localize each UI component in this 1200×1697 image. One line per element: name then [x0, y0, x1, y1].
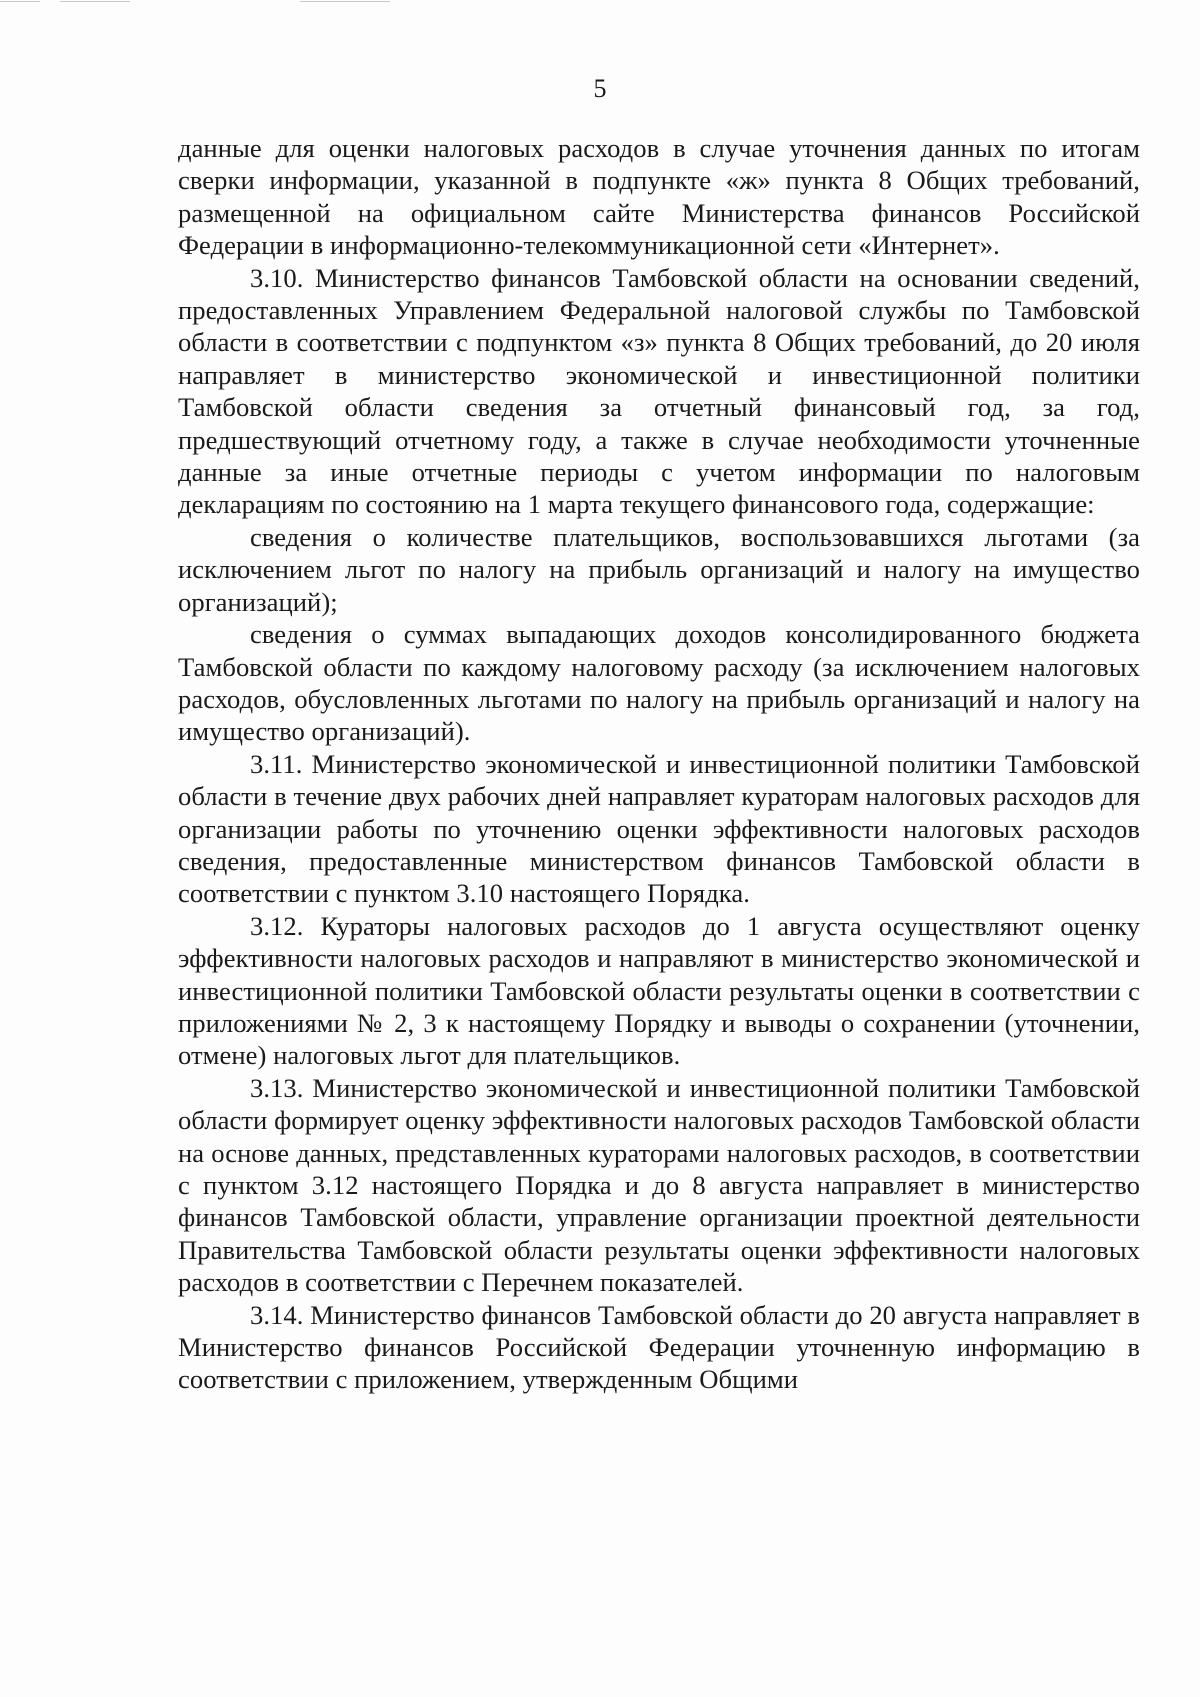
- paragraph-continuation: данные для оценки налоговых расходов в случае уточнения данных по итогам сверки информации, указанной в подпункте «ж» пункта 8 Общих требований, размещенной на официальном сайте Министерства финансов Российской Федерации в информационно-телекоммуникационной сети «Интернет».: [178, 133, 1140, 261]
- paragraph-3-14: 3.14. Министерство финансов Тамбовской области до 20 августа направляет в Министерство финансов Российской Федерации уточненную информацию в соответствии с приложением, утвержденным Общими: [178, 1299, 1140, 1395]
- paragraph-3-10: 3.10. Министерство финансов Тамбовской области на основании сведений, предоставленных Управлением Федеральной налоговой службы по Тамбовской области в соответствии с подпунктом «з» пункта 8 Общих требований, до 20 июля направляет в министерство экономической и инвестиционной политики Тамбовской области сведения за отчетный финансовый год, за год, предшествующий отчетному году, а также в случае необходимости уточненные данные за иные отчетные периоды с учетом информации по налоговым декларациям по состоянию на 1 марта текущего финансового года, содержащие:: [178, 262, 1140, 520]
- paragraph-3-11: 3.11. Министерство экономической и инвестиционной политики Тамбовской области в течение двух рабочих дней направляет кураторам налоговых расходов для организации работы по уточнению оценки эффективности налоговых расходов сведения, предоставленные министерством финансов Тамбовской области в соответствии с пунктом 3.10 настоящего Порядка.: [178, 748, 1140, 909]
- paragraph-3-12: 3.12. Кураторы налоговых расходов до 1 августа осуществляют оценку эффективности налоговых расходов и направляют в министерство экономической и инвестиционной политики Тамбовской области результаты оценки в соответствии с приложениями № 2, 3 к настоящему Порядку и выводы о сохранении (уточнении, отмене) налоговых льгот для плательщиков.: [178, 910, 1140, 1071]
- paragraph-3-10-payers: сведения о количестве плательщиков, воспользовавшихся льготами (за исключением льгот по налогу на прибыль организаций и налогу на имущество организаций);: [178, 521, 1140, 617]
- document-body: [178, 132, 1140, 1396]
- paragraph-3-10-revenue: сведения о суммах выпадающих доходов консолидированного бюджета Тамбовской области по каждому налоговому расходу (за исключением налоговых расходов, обусловленных льготами по налогу на прибыль организаций и налогу на имущество организаций).: [178, 619, 1140, 747]
- scan-edge-marks: [0, 0, 420, 6]
- paragraph-3-13: 3.13. Министерство экономической и инвестиционной политики Тамбовской области формирует оценку эффективности налоговых расходов Тамбовской области на основе данных, представленных кураторами налоговых расходов, в соответствии с пунктом 3.12 настоящего Порядка и до 8 августа направляет в министерство финансов Тамбовской области, управление организации проектной деятельности Правительства Тамбовской области результаты оценки эффективности налоговых расходов в соответствии с Перечнем показателей.: [178, 1072, 1140, 1298]
- page-number: 5: [593, 74, 607, 103]
